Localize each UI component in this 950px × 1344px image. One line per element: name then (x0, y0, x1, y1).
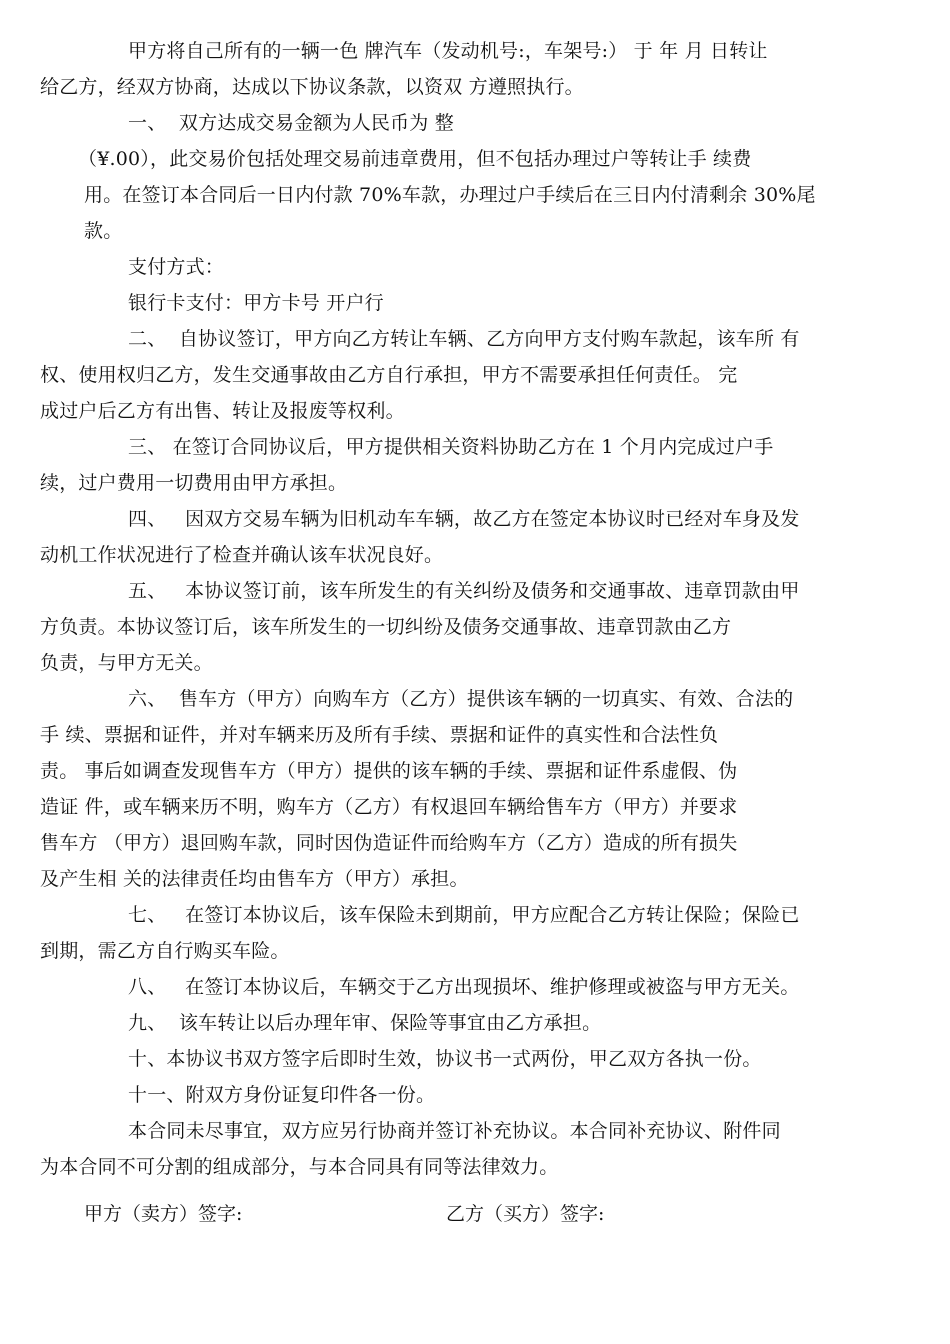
clause-1-continued (78, 141, 880, 249)
text-line: 续，过户费用一切费用由甲方承担。 (40, 472, 348, 494)
clause-2 (40, 321, 880, 429)
text-line: （¥.00），此交易价包括处理交易前违章费用，但不包括办理过户等转让手 续费 (78, 148, 752, 170)
text-line: 用。在签订本合同后一日内付款 70%车款，办理过户手续后在三日内付清剩余 30%尾 (84, 184, 816, 206)
intro-paragraph (40, 33, 880, 105)
text-line: 责。 事后如调查发现售车方（甲方）提供的该车辆的手续、票据和证件系虚假、伪 (40, 760, 738, 782)
buyer-signature-label: 乙方（买方）签字: (446, 1203, 605, 1225)
text-line: 三、 在签订合同协议后，甲方提供相关资料协助乙方在 1 个月内完成过户手 (128, 436, 774, 458)
clause-11 (84, 1077, 880, 1113)
clause-8 (84, 969, 880, 1005)
clause-10 (84, 1041, 880, 1077)
clause-3 (40, 429, 880, 501)
seller-signature-label: 甲方（卖方）签字: (84, 1203, 243, 1225)
text-line: 造证 件，或车辆来历不明，购车方（乙方）有权退回车辆给售车方（甲方）并要求 (40, 796, 738, 818)
text-line: 十、本协议书双方签字后即时生效，协议书一式两份，甲乙双方各执一份。 (128, 1048, 762, 1070)
text-line: 动机工作状况进行了检查并确认该车状况良好。 (40, 544, 444, 566)
clause-6 (40, 681, 880, 897)
text-line: 支付方式： (128, 256, 225, 278)
text-line: 四、 因双方交易车辆为旧机动车车辆，故乙方在签定本协议时已经对车身及发 (128, 508, 800, 530)
text-line: 款。 (84, 220, 123, 242)
closing-paragraph (40, 1113, 880, 1185)
clause-9 (84, 1005, 880, 1041)
text-line: 银行卡支付：甲方卡号 开户行 (128, 292, 384, 314)
text-line: 为本合同不可分割的组成部分，与本合同具有同等法律效力。 (40, 1156, 559, 1178)
clause-1 (84, 105, 880, 141)
text-line: 方负责。本协议签订后，该车所发生的一切纠纷及债务交通事故、违章罚款由乙方 (40, 616, 732, 638)
text-line: 二、 自协议签订，甲方向乙方转让车辆、乙方向甲方支付购车款起，该车所 有 (128, 328, 800, 350)
text-line: 成过户后乙方有出售、转让及报废等权利。 (40, 400, 405, 422)
payment-method-heading (84, 249, 880, 285)
text-line: 售车方 （甲方）退回购车款，同时因伪造证件而给购车方（乙方）造成的所有损失 (40, 832, 738, 854)
text-line: 六、 售车方（甲方）向购车方（乙方）提供该车辆的一切真实、有效、合法的 (128, 688, 794, 710)
text-line: 五、 本协议签订前，该车所发生的有关纠纷及债务和交通事故、违章罚款由甲 (128, 580, 800, 602)
text-line: 十一、附双方身份证复印件各一份。 (128, 1084, 436, 1106)
clause-4 (40, 501, 880, 573)
text-line: 九、 该车转让以后办理年审、保险等事宜由乙方承担。 (128, 1012, 602, 1034)
text-line: 及产生相 关的法律责任均由售车方（甲方）承担。 (40, 868, 469, 890)
text-line: 一、 双方达成交易金额为人民币为 整 (128, 112, 454, 134)
text-line: 给乙方，经双方协商，达成以下协议条款，以资双 方遵照执行。 (40, 76, 584, 98)
clause-7 (40, 897, 880, 969)
text-line: 甲方将自己所有的一辆一色 牌汽车（发动机号:，车架号:） 于 年 月 日转让 (128, 40, 768, 62)
bank-card-payment (84, 285, 880, 321)
text-line: 负责，与甲方无关。 (40, 652, 213, 674)
text-line: 七、 在签订本协议后，该车保险未到期前，甲方应配合乙方转让保险；保险已 (128, 904, 800, 926)
text-line: 八、 在签订本协议后，车辆交于乙方出现损坏、维护修理或被盗与甲方无关。 (128, 976, 800, 998)
text-line: 本合同未尽事宜，双方应另行协商并签订补充协议。本合同补充协议、附件同 (128, 1120, 781, 1142)
text-line: 到期，需乙方自行购买车险。 (40, 940, 290, 962)
document-body (40, 33, 880, 1185)
clause-5 (40, 573, 880, 681)
text-line: 手 续、票据和证件，并对车辆来历及所有手续、票据和证件的真实性和合法性负 (40, 724, 719, 746)
text-line: 权、使用权归乙方，发生交通事故由乙方自行承担，甲方不需要承担任何责任。 完 (40, 364, 738, 386)
